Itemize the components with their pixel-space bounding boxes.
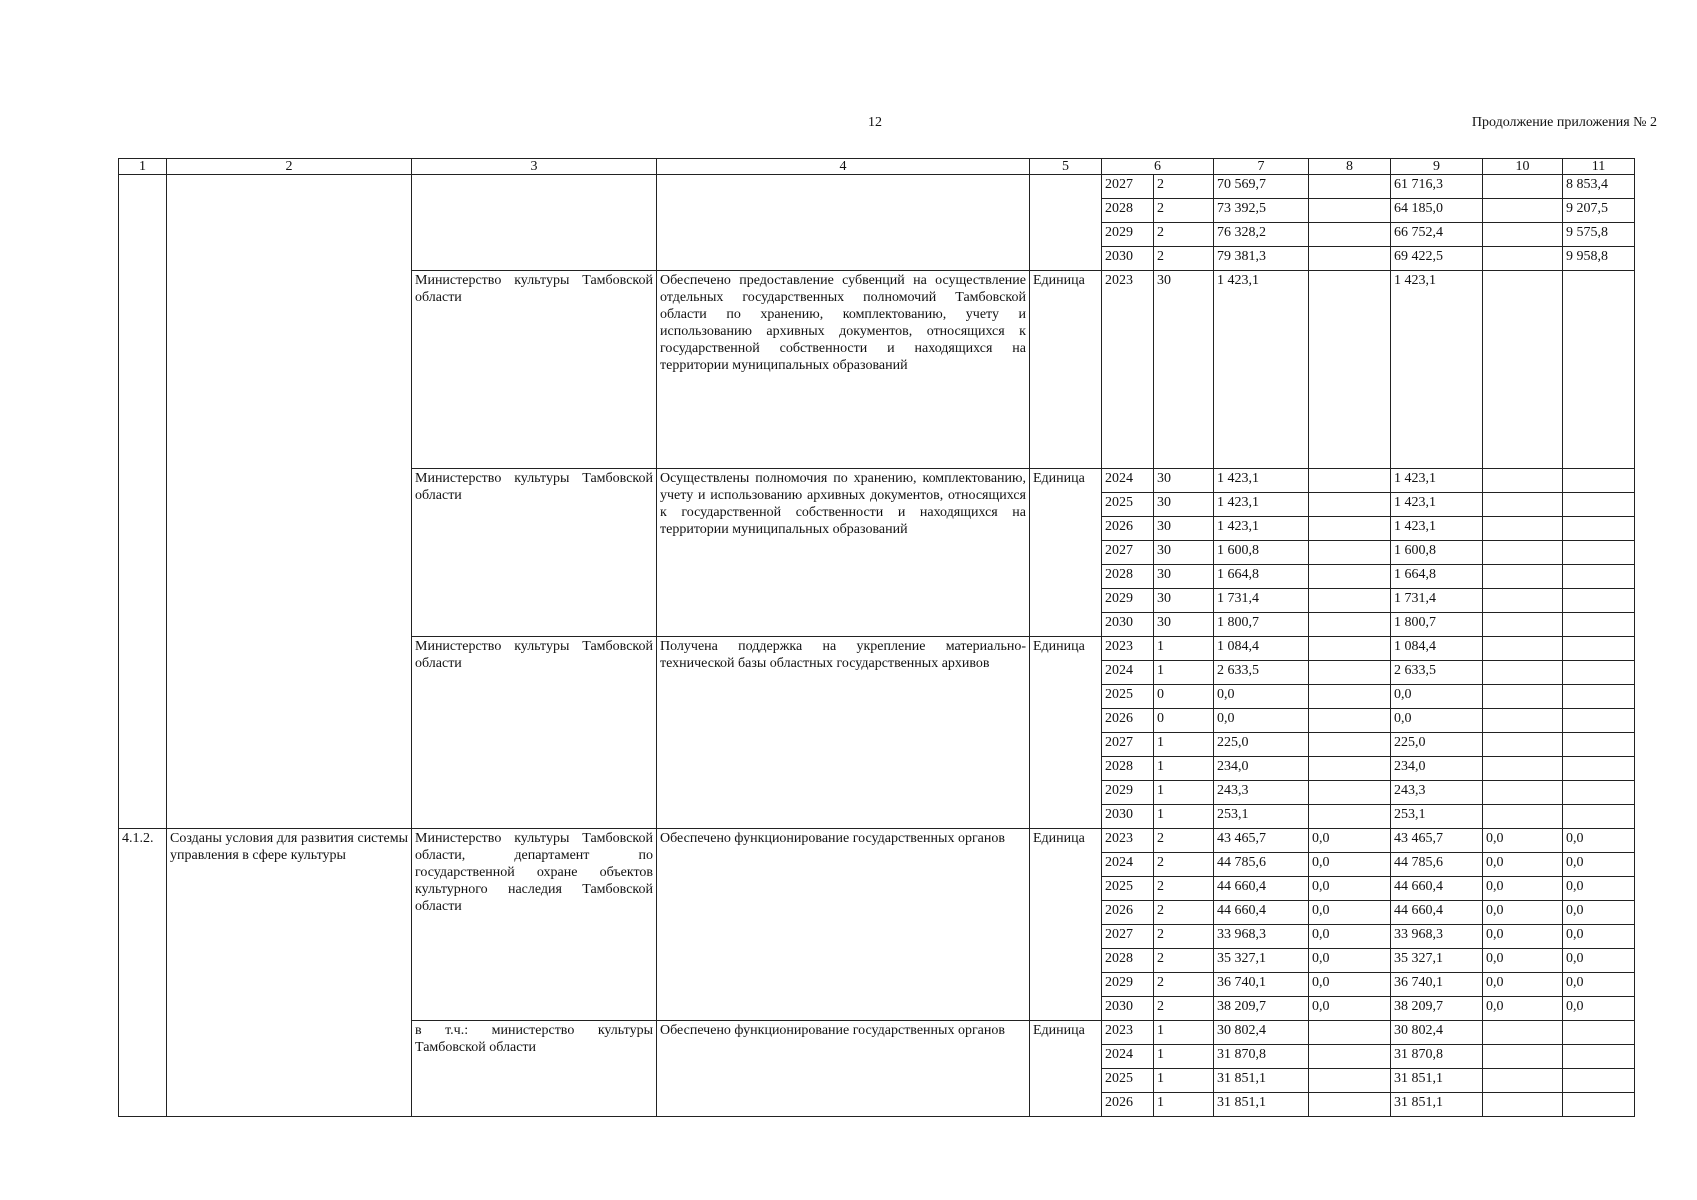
- year-cell: 2025: [1102, 493, 1154, 517]
- other-cell: 0,0: [1563, 877, 1635, 901]
- event-cell: Получена поддержка на укрепление материально-технической базы областных государственных архивов: [657, 637, 1030, 829]
- federal-cell: 0,0: [1309, 973, 1391, 997]
- federal-cell: [1309, 613, 1391, 637]
- other-cell: [1563, 637, 1635, 661]
- year-cell: 2026: [1102, 1093, 1154, 1117]
- unit-cell: Единица: [1030, 271, 1102, 469]
- table-body: [119, 175, 1635, 1117]
- column-header: 10: [1483, 159, 1563, 175]
- other-cell: [1563, 1045, 1635, 1069]
- other-cell: [1563, 589, 1635, 613]
- other-cell: 9 958,8: [1563, 247, 1635, 271]
- value-cell: 2: [1154, 925, 1214, 949]
- total-cell: 0,0: [1214, 709, 1309, 733]
- regional-cell: 1 423,1: [1391, 493, 1483, 517]
- value-cell: 1: [1154, 781, 1214, 805]
- local-cell: [1483, 565, 1563, 589]
- local-cell: [1483, 1045, 1563, 1069]
- unit-cell: Единица: [1030, 1021, 1102, 1117]
- regional-cell: 1 664,8: [1391, 565, 1483, 589]
- federal-cell: [1309, 589, 1391, 613]
- regional-cell: 1 731,4: [1391, 589, 1483, 613]
- regional-cell: 1 600,8: [1391, 541, 1483, 565]
- total-cell: 36 740,1: [1214, 973, 1309, 997]
- local-cell: 0,0: [1483, 877, 1563, 901]
- regional-cell: 31 851,1: [1391, 1093, 1483, 1117]
- result-cell: [167, 175, 412, 829]
- regional-cell: 69 422,5: [1391, 247, 1483, 271]
- total-cell: 76 328,2: [1214, 223, 1309, 247]
- regional-cell: 31 870,8: [1391, 1045, 1483, 1069]
- regional-cell: 2 633,5: [1391, 661, 1483, 685]
- other-cell: [1563, 733, 1635, 757]
- regional-cell: 44 660,4: [1391, 901, 1483, 925]
- local-cell: [1483, 661, 1563, 685]
- value-cell: 2: [1154, 997, 1214, 1021]
- value-cell: 30: [1154, 493, 1214, 517]
- local-cell: [1483, 247, 1563, 271]
- total-cell: 1 084,4: [1214, 637, 1309, 661]
- executor-cell: Министерство культуры Тамбовской области: [412, 469, 657, 637]
- other-cell: 0,0: [1563, 925, 1635, 949]
- total-cell: 1 600,8: [1214, 541, 1309, 565]
- federal-cell: [1309, 247, 1391, 271]
- total-cell: 43 465,7: [1214, 829, 1309, 853]
- total-cell: 33 968,3: [1214, 925, 1309, 949]
- other-cell: 0,0: [1563, 829, 1635, 853]
- regional-cell: 33 968,3: [1391, 925, 1483, 949]
- event-cell: Обеспечено функционирование государственных органов: [657, 1021, 1030, 1117]
- federal-cell: [1309, 1045, 1391, 1069]
- other-cell: [1563, 1021, 1635, 1045]
- event-cell: Осуществлены полномочия по хранению, комплектованию, учету и использованию архивных документов, относящихся к государственной собственности и находящихся на территории муниципальных образований: [657, 469, 1030, 637]
- federal-cell: [1309, 223, 1391, 247]
- regional-cell: 36 740,1: [1391, 973, 1483, 997]
- data-table: [118, 158, 1635, 1117]
- federal-cell: [1309, 757, 1391, 781]
- year-cell: 2024: [1102, 661, 1154, 685]
- local-cell: 0,0: [1483, 829, 1563, 853]
- value-cell: 1: [1154, 733, 1214, 757]
- executor-cell: в т.ч.: министерство культуры Тамбовской области: [412, 1021, 657, 1117]
- federal-cell: 0,0: [1309, 925, 1391, 949]
- total-cell: 234,0: [1214, 757, 1309, 781]
- total-cell: 30 802,4: [1214, 1021, 1309, 1045]
- other-cell: [1563, 781, 1635, 805]
- value-cell: 1: [1154, 757, 1214, 781]
- other-cell: [1563, 271, 1635, 469]
- total-cell: 1 423,1: [1214, 271, 1309, 469]
- column-header: 8: [1309, 159, 1391, 175]
- federal-cell: [1309, 709, 1391, 733]
- regional-cell: 253,1: [1391, 805, 1483, 829]
- other-cell: 0,0: [1563, 949, 1635, 973]
- federal-cell: 0,0: [1309, 829, 1391, 853]
- federal-cell: [1309, 805, 1391, 829]
- value-cell: 30: [1154, 271, 1214, 469]
- local-cell: [1483, 271, 1563, 469]
- local-cell: [1483, 1069, 1563, 1093]
- year-cell: 2024: [1102, 469, 1154, 493]
- unit-cell: Единица: [1030, 829, 1102, 1021]
- column-header: 4: [657, 159, 1030, 175]
- total-cell: 1 423,1: [1214, 493, 1309, 517]
- value-cell: 1: [1154, 805, 1214, 829]
- regional-cell: 64 185,0: [1391, 199, 1483, 223]
- total-cell: 31 870,8: [1214, 1045, 1309, 1069]
- year-cell: 2028: [1102, 949, 1154, 973]
- value-cell: 30: [1154, 517, 1214, 541]
- unit-cell: Единица: [1030, 637, 1102, 829]
- item-number-cell: 4.1.2.: [119, 829, 167, 1117]
- other-cell: 8 853,4: [1563, 175, 1635, 199]
- column-header: 2: [167, 159, 412, 175]
- year-cell: 2026: [1102, 517, 1154, 541]
- total-cell: 38 209,7: [1214, 997, 1309, 1021]
- year-cell: 2027: [1102, 733, 1154, 757]
- federal-cell: 0,0: [1309, 853, 1391, 877]
- year-cell: 2030: [1102, 613, 1154, 637]
- other-cell: [1563, 565, 1635, 589]
- value-cell: 2: [1154, 901, 1214, 925]
- local-cell: [1483, 685, 1563, 709]
- other-cell: [1563, 493, 1635, 517]
- other-cell: 0,0: [1563, 853, 1635, 877]
- total-cell: 44 660,4: [1214, 901, 1309, 925]
- other-cell: [1563, 757, 1635, 781]
- column-header: 6: [1102, 159, 1214, 175]
- value-cell: 2: [1154, 853, 1214, 877]
- other-cell: [1563, 709, 1635, 733]
- federal-cell: [1309, 733, 1391, 757]
- value-cell: 2: [1154, 175, 1214, 199]
- local-cell: [1483, 517, 1563, 541]
- total-cell: 73 392,5: [1214, 199, 1309, 223]
- executor-cell: [412, 175, 657, 271]
- year-cell: 2028: [1102, 565, 1154, 589]
- year-cell: 2030: [1102, 247, 1154, 271]
- local-cell: 0,0: [1483, 973, 1563, 997]
- federal-cell: [1309, 469, 1391, 493]
- federal-cell: [1309, 493, 1391, 517]
- year-cell: 2027: [1102, 541, 1154, 565]
- column-header: 5: [1030, 159, 1102, 175]
- value-cell: 2: [1154, 247, 1214, 271]
- regional-cell: 31 851,1: [1391, 1069, 1483, 1093]
- year-cell: 2025: [1102, 1069, 1154, 1093]
- federal-cell: [1309, 685, 1391, 709]
- value-cell: 0: [1154, 685, 1214, 709]
- regional-cell: 1 423,1: [1391, 469, 1483, 493]
- column-header: 1: [119, 159, 167, 175]
- local-cell: 0,0: [1483, 853, 1563, 877]
- value-cell: 1: [1154, 637, 1214, 661]
- local-cell: [1483, 199, 1563, 223]
- local-cell: [1483, 175, 1563, 199]
- regional-cell: 30 802,4: [1391, 1021, 1483, 1045]
- value-cell: 2: [1154, 949, 1214, 973]
- year-cell: 2026: [1102, 901, 1154, 925]
- total-cell: 1 423,1: [1214, 469, 1309, 493]
- other-cell: [1563, 685, 1635, 709]
- value-cell: 2: [1154, 829, 1214, 853]
- year-cell: 2029: [1102, 781, 1154, 805]
- continuation-label: Продолжение приложения № 2: [1471, 115, 1657, 130]
- regional-cell: 225,0: [1391, 733, 1483, 757]
- total-cell: 35 327,1: [1214, 949, 1309, 973]
- other-cell: 9 575,8: [1563, 223, 1635, 247]
- local-cell: 0,0: [1483, 925, 1563, 949]
- federal-cell: [1309, 541, 1391, 565]
- local-cell: [1483, 223, 1563, 247]
- year-cell: 2030: [1102, 997, 1154, 1021]
- federal-cell: [1309, 661, 1391, 685]
- local-cell: [1483, 613, 1563, 637]
- value-cell: 30: [1154, 589, 1214, 613]
- year-cell: 2028: [1102, 757, 1154, 781]
- total-cell: 1 423,1: [1214, 517, 1309, 541]
- value-cell: 1: [1154, 1069, 1214, 1093]
- other-cell: [1563, 805, 1635, 829]
- executor-cell: Министерство культуры Тамбовской области: [412, 637, 657, 829]
- value-cell: 30: [1154, 613, 1214, 637]
- value-cell: 30: [1154, 541, 1214, 565]
- local-cell: [1483, 757, 1563, 781]
- regional-cell: 35 327,1: [1391, 949, 1483, 973]
- other-cell: [1563, 469, 1635, 493]
- other-cell: 0,0: [1563, 901, 1635, 925]
- unit-cell: Единица: [1030, 469, 1102, 637]
- regional-cell: 243,3: [1391, 781, 1483, 805]
- federal-cell: [1309, 1069, 1391, 1093]
- event-cell: [657, 175, 1030, 271]
- other-cell: [1563, 541, 1635, 565]
- value-cell: 2: [1154, 973, 1214, 997]
- year-cell: 2023: [1102, 637, 1154, 661]
- executor-cell: Министерство культуры Тамбовской области: [412, 271, 657, 469]
- local-cell: [1483, 805, 1563, 829]
- regional-cell: 38 209,7: [1391, 997, 1483, 1021]
- year-cell: 2027: [1102, 175, 1154, 199]
- executor-cell: Министерство культуры Тамбовской области, департамент по государственной охране объектов культурного наследия Тамбовской области: [412, 829, 657, 1021]
- other-cell: 0,0: [1563, 973, 1635, 997]
- total-cell: 253,1: [1214, 805, 1309, 829]
- federal-cell: 0,0: [1309, 949, 1391, 973]
- federal-cell: [1309, 637, 1391, 661]
- local-cell: [1483, 589, 1563, 613]
- regional-cell: 0,0: [1391, 685, 1483, 709]
- year-cell: 2030: [1102, 805, 1154, 829]
- total-cell: 1 664,8: [1214, 565, 1309, 589]
- column-header: 3: [412, 159, 657, 175]
- year-cell: 2023: [1102, 829, 1154, 853]
- total-cell: 44 785,6: [1214, 853, 1309, 877]
- item-number-cell: [119, 175, 167, 829]
- federal-cell: [1309, 175, 1391, 199]
- column-number-row: [119, 159, 1635, 175]
- total-cell: 70 569,7: [1214, 175, 1309, 199]
- result-cell: Созданы условия для развития системы управления в сфере культуры: [167, 829, 412, 1117]
- regional-cell: 61 716,3: [1391, 175, 1483, 199]
- value-cell: 1: [1154, 1045, 1214, 1069]
- total-cell: 31 851,1: [1214, 1069, 1309, 1093]
- other-cell: 9 207,5: [1563, 199, 1635, 223]
- year-cell: 2024: [1102, 1045, 1154, 1069]
- other-cell: [1563, 1093, 1635, 1117]
- federal-cell: [1309, 271, 1391, 469]
- event-cell: Обеспечено предоставление субвенций на осуществление отдельных государственных полномочий Тамбовской области по хранению, комплектованию, учету и использованию архивных документов, относящихся к государственной собственности и находящихся на территории муниципальных образований: [657, 271, 1030, 469]
- year-cell: 2025: [1102, 685, 1154, 709]
- year-cell: 2023: [1102, 1021, 1154, 1045]
- column-header: 11: [1563, 159, 1635, 175]
- local-cell: [1483, 469, 1563, 493]
- other-cell: [1563, 1069, 1635, 1093]
- value-cell: 2: [1154, 199, 1214, 223]
- total-cell: 0,0: [1214, 685, 1309, 709]
- local-cell: 0,0: [1483, 901, 1563, 925]
- year-cell: 2029: [1102, 973, 1154, 997]
- event-cell: Обеспечено функционирование государственных органов: [657, 829, 1030, 1021]
- local-cell: [1483, 637, 1563, 661]
- column-header: 9: [1391, 159, 1483, 175]
- year-cell: 2029: [1102, 589, 1154, 613]
- federal-cell: [1309, 199, 1391, 223]
- federal-cell: [1309, 1021, 1391, 1045]
- total-cell: 1 731,4: [1214, 589, 1309, 613]
- regional-cell: 1 423,1: [1391, 517, 1483, 541]
- regional-cell: 1 084,4: [1391, 637, 1483, 661]
- local-cell: [1483, 709, 1563, 733]
- regional-cell: 1 800,7: [1391, 613, 1483, 637]
- regional-cell: 44 660,4: [1391, 877, 1483, 901]
- regional-cell: 234,0: [1391, 757, 1483, 781]
- total-cell: 79 381,3: [1214, 247, 1309, 271]
- federal-cell: 0,0: [1309, 877, 1391, 901]
- local-cell: 0,0: [1483, 997, 1563, 1021]
- local-cell: 0,0: [1483, 949, 1563, 973]
- total-cell: 225,0: [1214, 733, 1309, 757]
- total-cell: 31 851,1: [1214, 1093, 1309, 1117]
- value-cell: 2: [1154, 877, 1214, 901]
- unit-cell: [1030, 175, 1102, 271]
- total-cell: 243,3: [1214, 781, 1309, 805]
- other-cell: [1563, 613, 1635, 637]
- local-cell: [1483, 1093, 1563, 1117]
- column-header: 7: [1214, 159, 1309, 175]
- regional-cell: 44 785,6: [1391, 853, 1483, 877]
- federal-cell: [1309, 781, 1391, 805]
- local-cell: [1483, 1021, 1563, 1045]
- regional-cell: 0,0: [1391, 709, 1483, 733]
- table-row: [119, 829, 1635, 853]
- value-cell: 1: [1154, 1093, 1214, 1117]
- value-cell: 0: [1154, 709, 1214, 733]
- page-number: 12: [868, 115, 882, 130]
- other-cell: [1563, 661, 1635, 685]
- table-row: [119, 175, 1635, 199]
- other-cell: 0,0: [1563, 997, 1635, 1021]
- regional-cell: 66 752,4: [1391, 223, 1483, 247]
- federal-cell: [1309, 565, 1391, 589]
- total-cell: 2 633,5: [1214, 661, 1309, 685]
- federal-cell: 0,0: [1309, 901, 1391, 925]
- total-cell: 44 660,4: [1214, 877, 1309, 901]
- year-cell: 2027: [1102, 925, 1154, 949]
- local-cell: [1483, 493, 1563, 517]
- value-cell: 1: [1154, 1021, 1214, 1045]
- year-cell: 2028: [1102, 199, 1154, 223]
- federal-cell: [1309, 517, 1391, 541]
- local-cell: [1483, 541, 1563, 565]
- value-cell: 1: [1154, 661, 1214, 685]
- local-cell: [1483, 781, 1563, 805]
- year-cell: 2029: [1102, 223, 1154, 247]
- year-cell: 2025: [1102, 877, 1154, 901]
- year-cell: 2026: [1102, 709, 1154, 733]
- value-cell: 30: [1154, 565, 1214, 589]
- regional-cell: 43 465,7: [1391, 829, 1483, 853]
- federal-cell: [1309, 1093, 1391, 1117]
- federal-cell: 0,0: [1309, 997, 1391, 1021]
- value-cell: 2: [1154, 223, 1214, 247]
- year-cell: 2024: [1102, 853, 1154, 877]
- local-cell: [1483, 733, 1563, 757]
- regional-cell: 1 423,1: [1391, 271, 1483, 469]
- value-cell: 30: [1154, 469, 1214, 493]
- total-cell: 1 800,7: [1214, 613, 1309, 637]
- other-cell: [1563, 517, 1635, 541]
- year-cell: 2023: [1102, 271, 1154, 469]
